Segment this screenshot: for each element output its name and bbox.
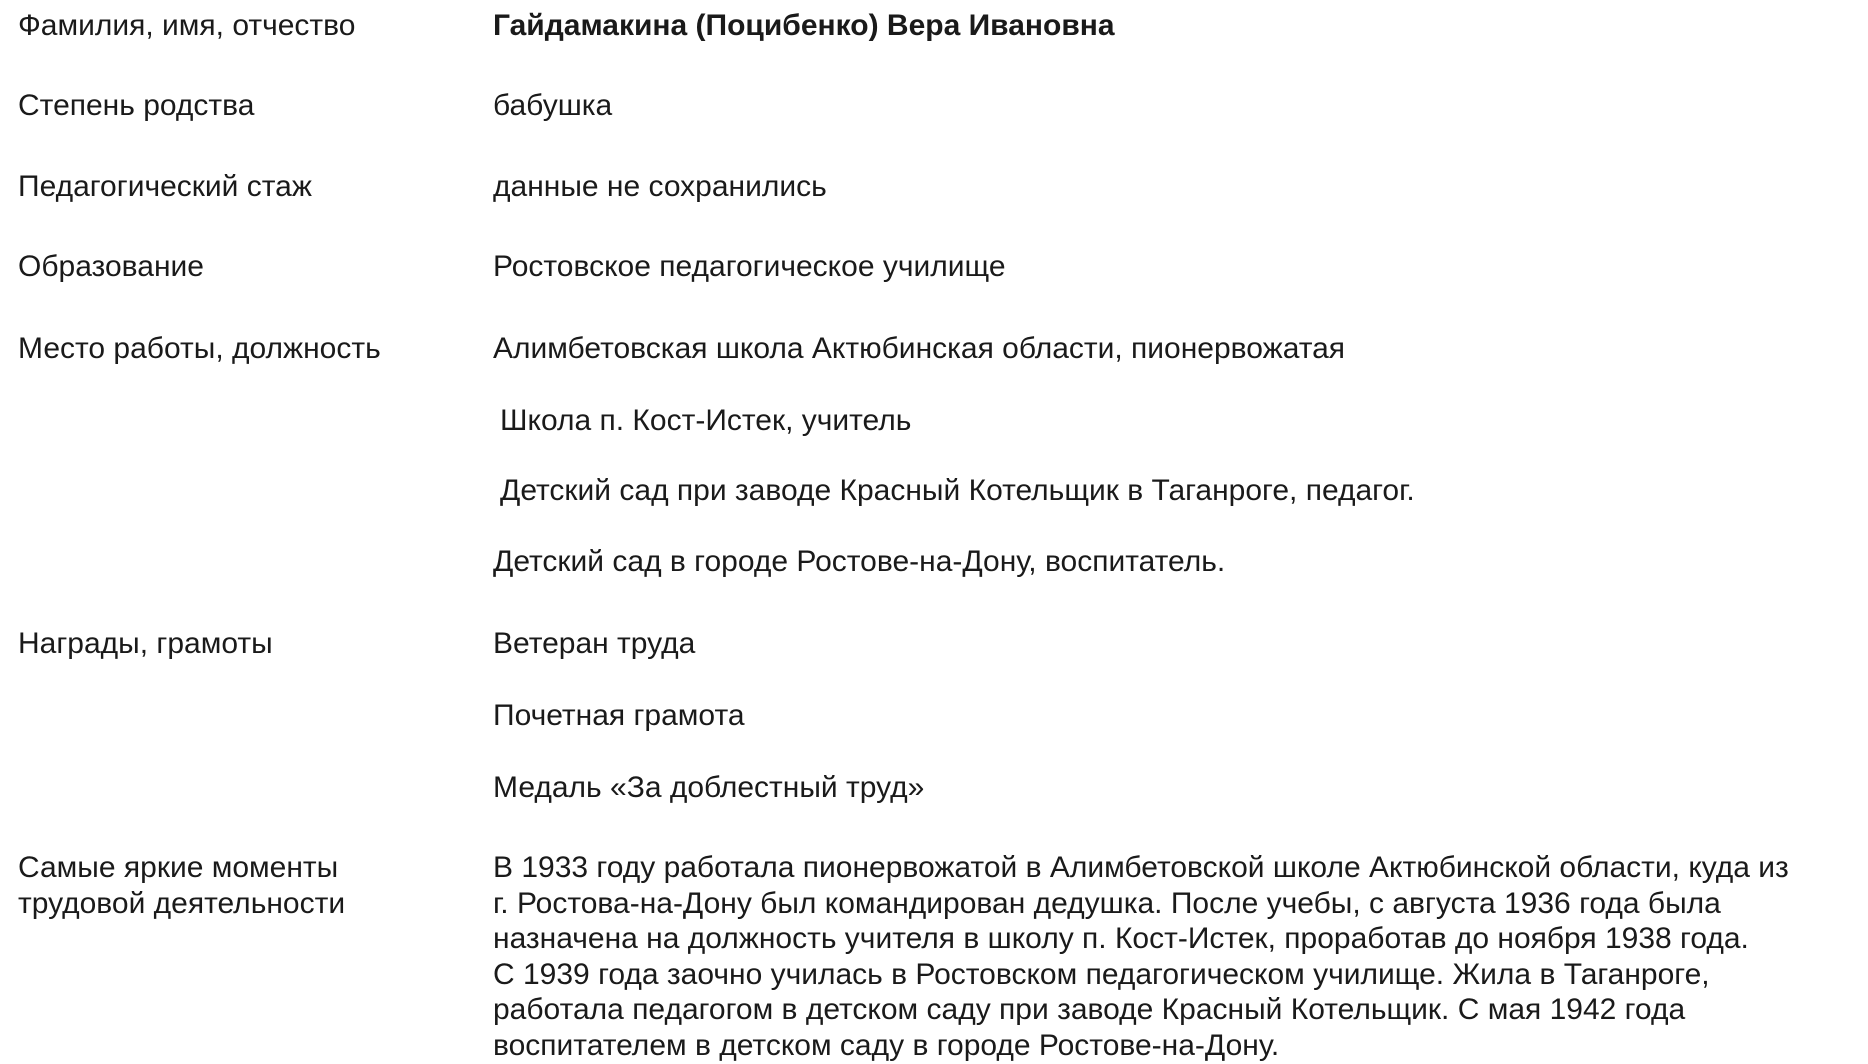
full-name-value: Гайдамакина (Поцибенко) Вера Ивановна (493, 9, 1115, 42)
career-highlights-line: назначена на должность учителя в школу п. Кост-Истек, проработав до ноября 1938 года. (493, 922, 1749, 955)
career-highlights-label-line: Самые яркие моменты (18, 851, 339, 884)
career-highlights-line: работала педагогом в детском саду при заводе Красный Котельщик. С мая 1942 года (493, 993, 1686, 1026)
career-highlights-line: воспитателем в детском саду в городе Ростове-на-Дону. (493, 1028, 1280, 1062)
award-entry: Почетная грамота (493, 699, 745, 732)
full-name-label: Фамилия, имя, отчество (18, 9, 356, 42)
education-label: Образование (18, 250, 204, 283)
awards-label: Награды, грамоты (18, 627, 273, 660)
award-entry: Ветеран труда (493, 627, 696, 660)
education-value: Ростовское педагогическое училище (493, 250, 1006, 283)
teaching-experience-value: данные не сохранились (493, 170, 827, 203)
workplace-entry: Алимбетовская школа Актюбинская области, пионервожатая (493, 332, 1346, 365)
relation-value: бабушка (493, 89, 613, 122)
career-highlights-line: С 1939 года заочно училась в Ростовском педагогическом училище. Жила в Таганроге, (493, 957, 1710, 991)
career-highlights-label-line: трудовой деятельности (18, 887, 346, 920)
workplace-entry: Детский сад в городе Ростове-на-Дону, воспитатель. (493, 545, 1226, 578)
workplace-label: Место работы, должность (18, 332, 381, 365)
workplace-entry: Школа п. Кост-Истек, учитель (500, 404, 912, 437)
career-highlights-label (18, 850, 458, 922)
teaching-experience-label: Педагогический стаж (18, 170, 312, 203)
relation-label: Степень родства (18, 89, 255, 122)
career-highlights-text (493, 850, 1853, 1063)
career-highlights-line: В 1933 году работала пионервожатой в Алимбетовской школе Актюбинской области, куда из (493, 851, 1789, 884)
award-entry: Медаль «За доблестный труд» (493, 771, 925, 804)
workplace-entry: Детский сад при заводе Красный Котельщик в Таганроге, педагог. (500, 474, 1415, 507)
career-highlights-line: г. Ростова-на-Дону был командирован дедушка. После учебы, с августа 1936 года была (493, 886, 1721, 920)
